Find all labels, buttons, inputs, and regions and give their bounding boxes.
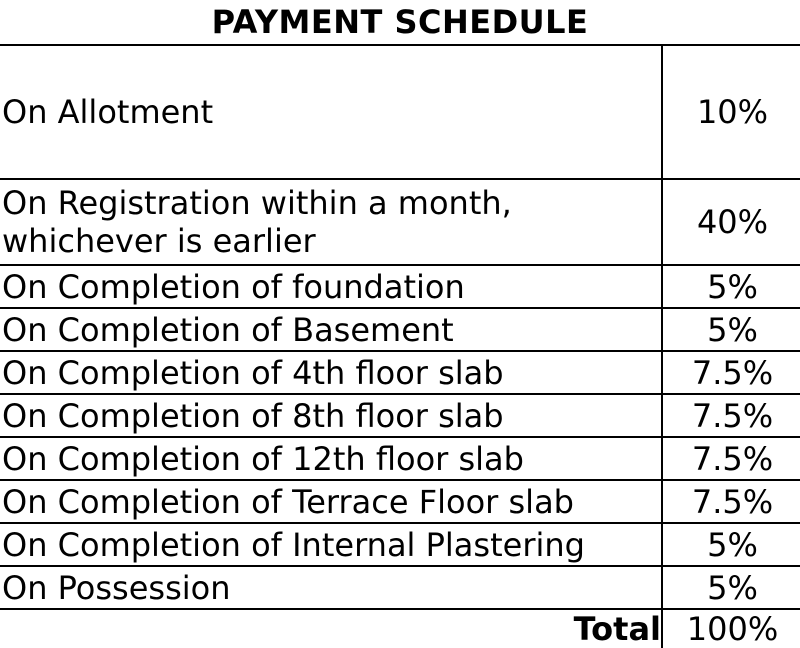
table-row — [0, 523, 800, 566]
stage-label: On Completion of 8th floor slab — [0, 394, 662, 437]
stage-percent: 5% — [662, 308, 800, 351]
stage-label: On Completion of foundation — [0, 265, 662, 308]
stage-label: On Completion of Terrace Floor slab — [0, 480, 662, 523]
stage-label: On Completion of Basement — [0, 308, 662, 351]
stage-label: On Completion of 12th floor slab — [0, 437, 662, 480]
total-row — [0, 609, 800, 648]
table-row — [0, 480, 800, 523]
stage-percent: 40% — [662, 179, 800, 265]
total-label: Total — [0, 609, 662, 648]
table-row — [0, 308, 800, 351]
stage-label: On Registration within a month, whichever is earlier — [0, 179, 662, 265]
stage-percent: 7.5% — [662, 437, 800, 480]
stage-label: On Possession — [0, 566, 662, 609]
stage-percent: 7.5% — [662, 480, 800, 523]
stage-label: On Completion of Internal Plastering — [0, 523, 662, 566]
stage-label: On Completion of 4th floor slab — [0, 351, 662, 394]
total-percent: 100% — [662, 609, 800, 648]
payment-schedule-table — [0, 44, 800, 648]
page-title: PAYMENT SCHEDULE — [211, 3, 589, 41]
stage-percent: 10% — [662, 45, 800, 179]
stage-percent: 7.5% — [662, 351, 800, 394]
stage-label: On Allotment — [0, 45, 662, 179]
table-row — [0, 45, 800, 179]
table-row — [0, 394, 800, 437]
table-row — [0, 179, 800, 265]
stage-percent: 7.5% — [662, 394, 800, 437]
table-row — [0, 566, 800, 609]
table-row — [0, 437, 800, 480]
stage-percent: 5% — [662, 265, 800, 308]
table-row — [0, 265, 800, 308]
stage-percent: 5% — [662, 523, 800, 566]
stage-percent: 5% — [662, 566, 800, 609]
table-row — [0, 351, 800, 394]
